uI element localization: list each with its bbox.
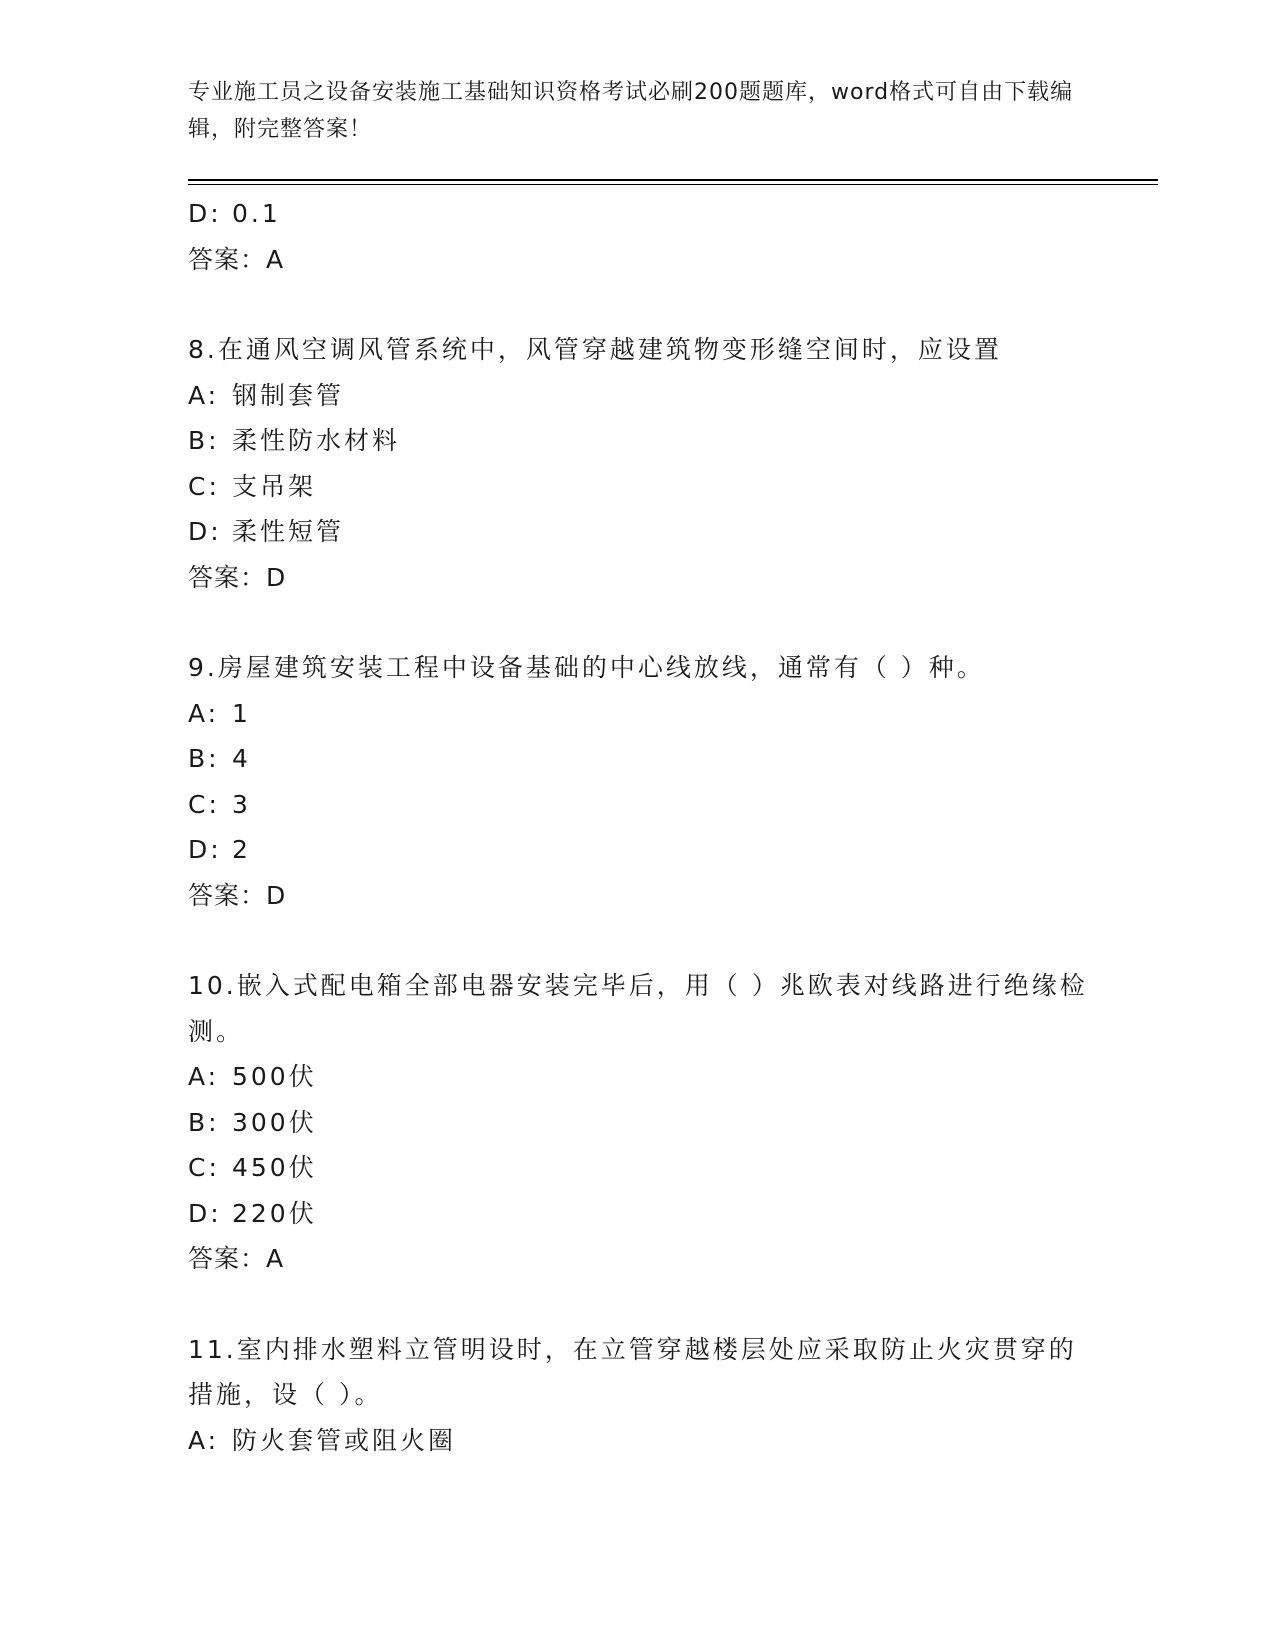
spacer: [188, 1282, 1088, 1327]
option-letter: C:: [188, 471, 220, 501]
option-row: [188, 509, 1088, 555]
option-letter: A:: [188, 1062, 220, 1091]
option-row: [188, 418, 1088, 464]
question-list: [188, 191, 1088, 1463]
question-text: 8.在通风空调风管系统中，风管穿越建筑物变形缝空间时，应设置: [188, 335, 1002, 364]
option-text: 钢制套管: [232, 380, 345, 410]
option-row: [188, 782, 1088, 828]
option-text: 柔性短管: [232, 517, 345, 546]
option-row: [188, 464, 1088, 510]
option-row: [188, 373, 1088, 419]
option-text: 450伏: [232, 1153, 317, 1182]
option-row: [188, 1418, 1088, 1464]
option-letter: A:: [188, 380, 220, 410]
option-text: 2: [232, 835, 251, 864]
option-letter: D:: [188, 199, 222, 228]
option-text: 4: [232, 744, 251, 773]
option-text: 防火套管或阻火圈: [232, 1425, 457, 1455]
header-rule-thin: [188, 184, 1158, 185]
header-rule-thick: [188, 179, 1158, 181]
option-letter: B:: [188, 744, 220, 773]
answer-line: 答案：A: [188, 1244, 285, 1273]
option-row: [188, 1054, 1088, 1100]
option-letter: A:: [188, 698, 220, 728]
question-text: 9.房屋建筑安装工程中设备基础的中心线放线，通常有（ ）种。: [188, 653, 985, 682]
option-row: [188, 191, 1088, 237]
question-text: 11.室内排水塑料立管明设时，在立管穿越楼层处应采取防止火灾贯穿的措施，设（ ）。: [188, 1334, 1077, 1409]
option-text: 3: [232, 789, 251, 819]
answer-line: 答案：D: [188, 880, 287, 910]
option-row: [188, 691, 1088, 737]
spacer: [188, 918, 1088, 963]
question-text: 10.嵌入式配电箱全部电器安装完毕后，用（ ）兆欧表对线路进行绝缘检测。: [188, 971, 1088, 1046]
option-row: [188, 1191, 1088, 1237]
option-text: 支吊架: [232, 471, 317, 501]
option-letter: D:: [188, 517, 222, 546]
option-text: 1: [232, 698, 251, 728]
option-row: [188, 1100, 1088, 1146]
option-row: [188, 827, 1088, 873]
answer-line: 答案：A: [188, 244, 285, 274]
spacer: [188, 600, 1088, 645]
document-header: [188, 74, 1088, 148]
option-text: 0.1: [232, 199, 281, 228]
option-letter: B:: [188, 1107, 220, 1137]
option-letter: D:: [188, 835, 222, 864]
option-row: [188, 1145, 1088, 1191]
header-title: 专业施工员之设备安装施工基础知识资格考试必刷200题题库，word格式可自由下载编辑，附完整答案！: [188, 80, 1074, 142]
option-row: [188, 736, 1088, 782]
option-letter: C:: [188, 789, 220, 819]
option-letter: B:: [188, 426, 220, 455]
option-text: 220伏: [232, 1198, 317, 1228]
spacer: [188, 282, 1088, 327]
answer-line: 答案：D: [188, 562, 287, 592]
option-text: 300伏: [232, 1107, 317, 1137]
option-letter: A:: [188, 1425, 220, 1455]
option-text: 500伏: [232, 1062, 317, 1091]
option-letter: C:: [188, 1153, 220, 1182]
option-letter: D:: [188, 1198, 222, 1228]
option-text: 柔性防水材料: [232, 426, 401, 455]
